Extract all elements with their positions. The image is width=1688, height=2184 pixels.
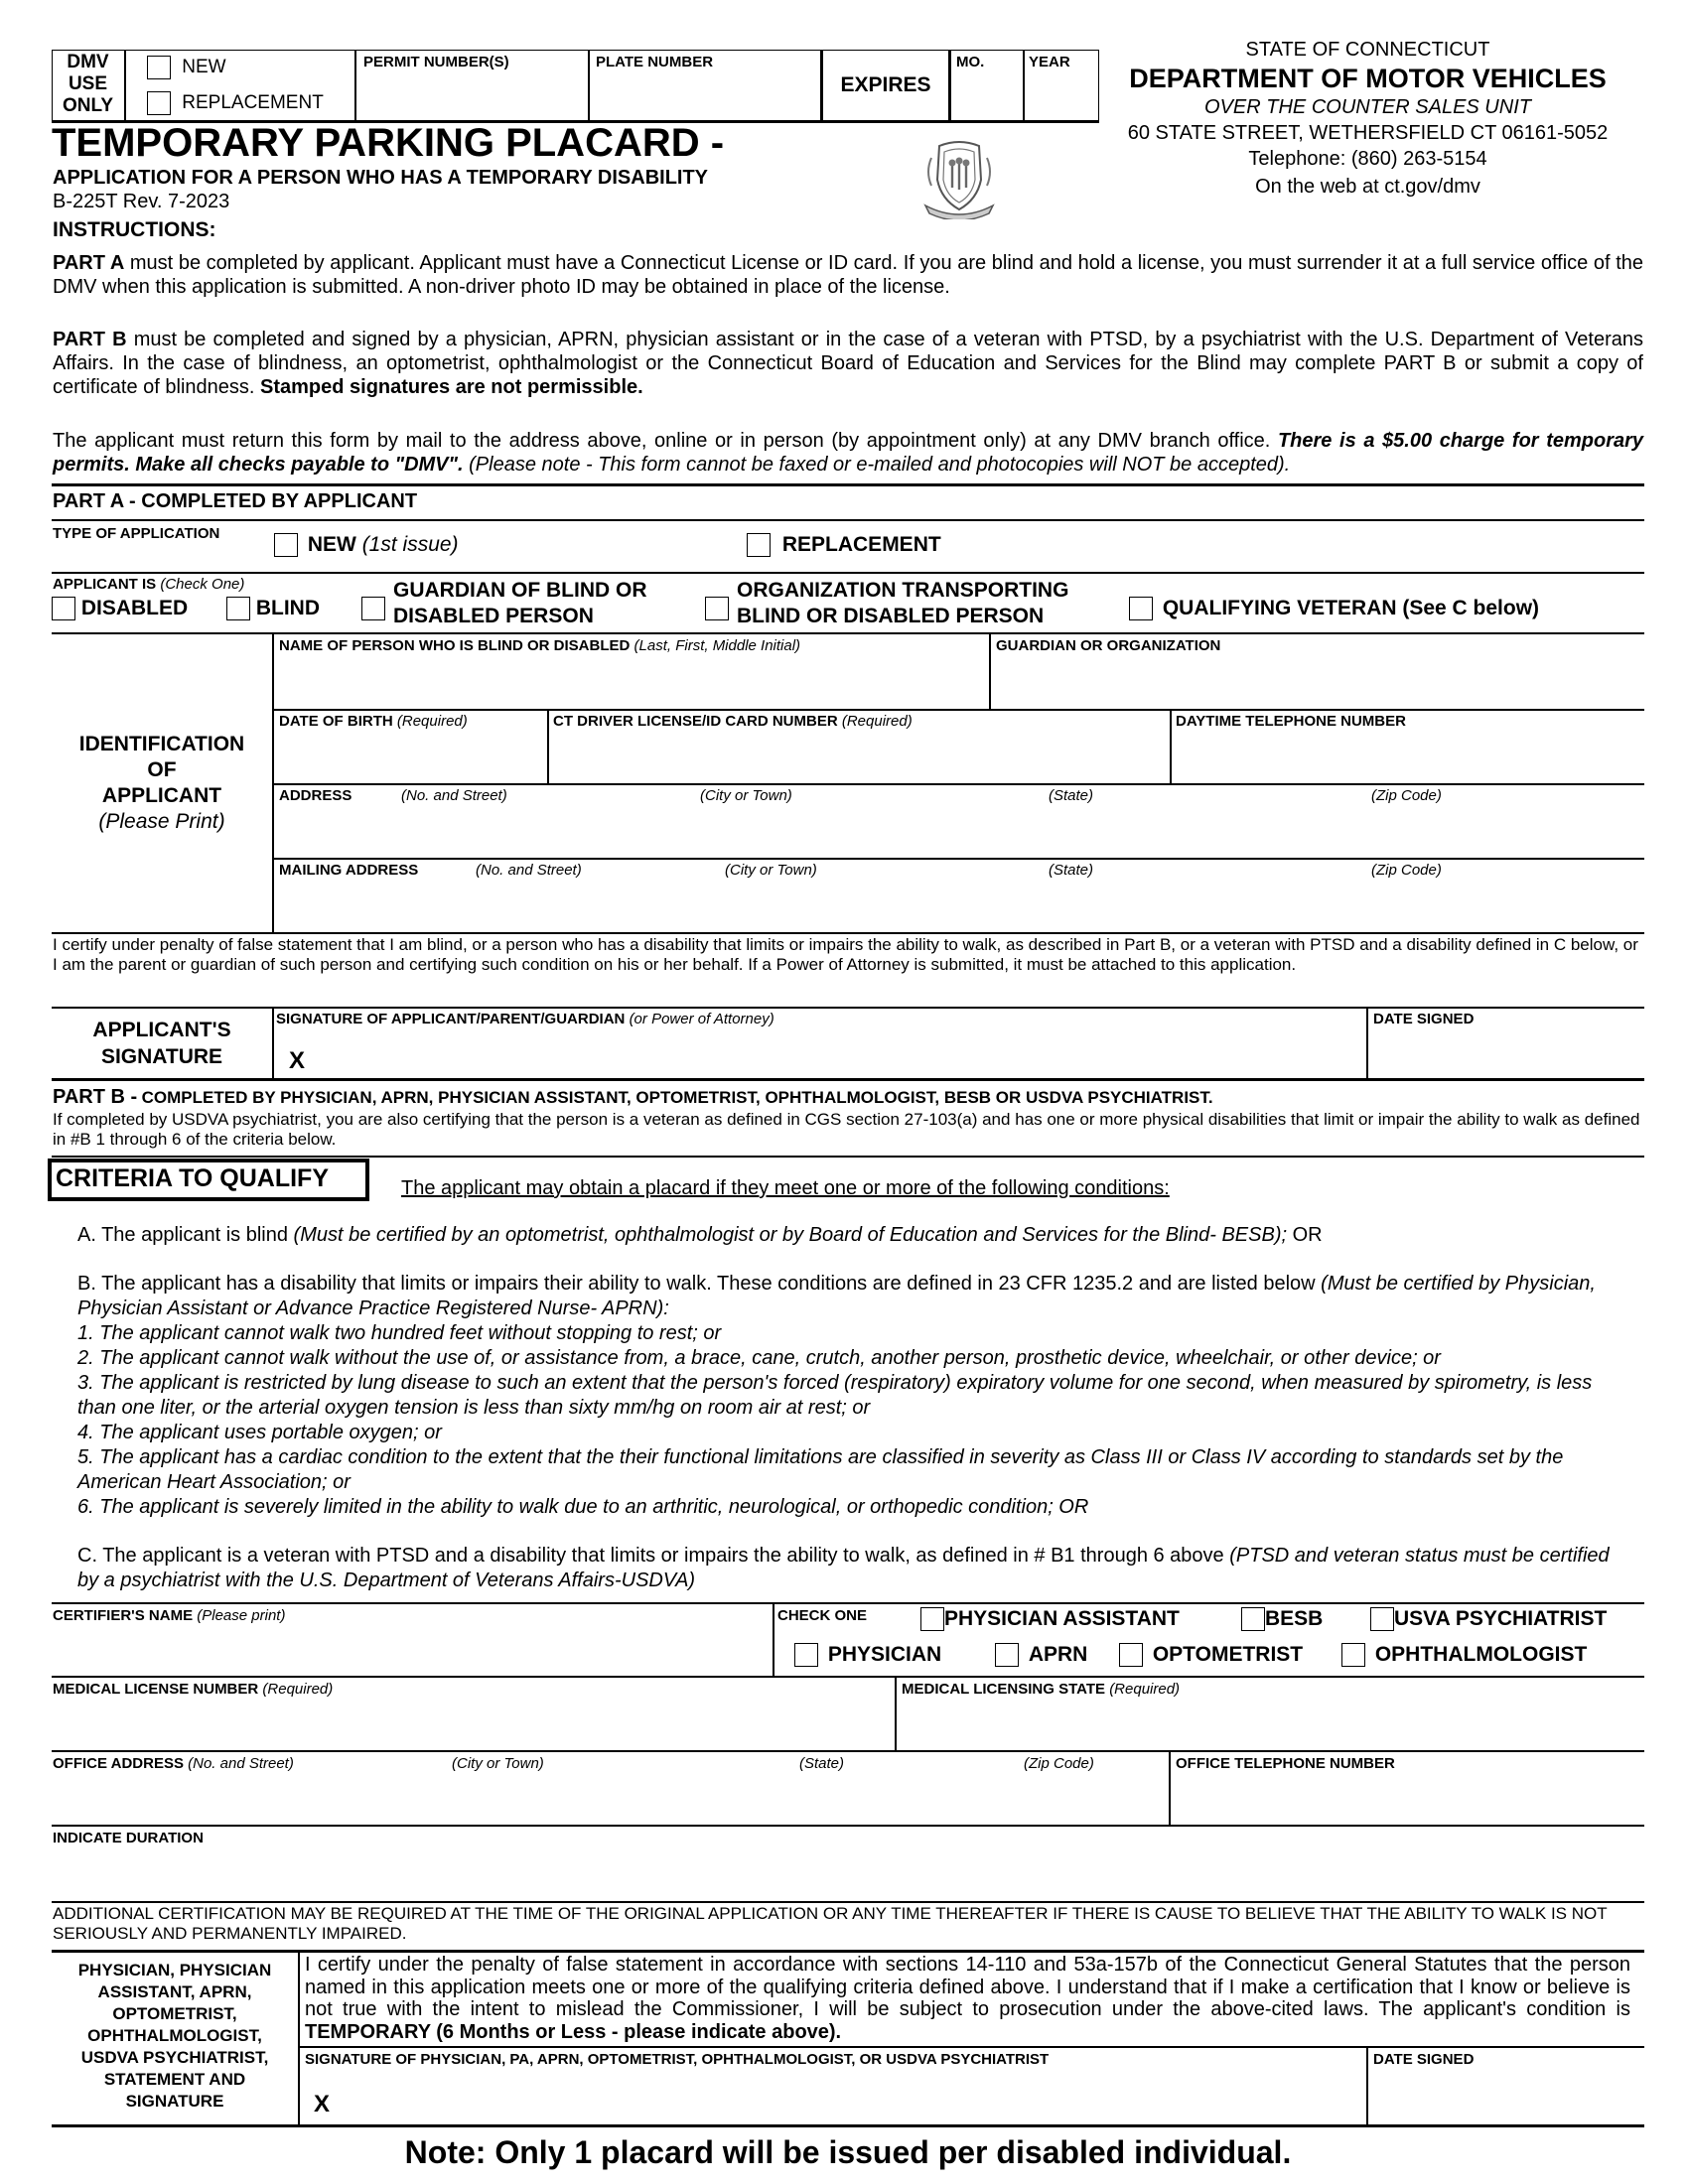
guardian-checkbox[interactable] [361,597,385,620]
address-field[interactable] [276,809,1643,856]
part-b-heading: PART B - COMPLETED BY PHYSICIAN, APRN, PHYSICIAN ASSISTANT, OPTOMETRIST, OPHTHALMOLOGIST, BESB OR USDVA PSYCHIATRIST. [53,1086,1213,1108]
mailing-zip-hint: (Zip Code) [1371,862,1442,879]
certifier-date-signed-label: DATE SIGNED [1373,2051,1475,2068]
optometrist-label: OPTOMETRIST [1152,1643,1304,1666]
address-zip-hint: (Zip Code) [1371,787,1442,804]
dmv-street-address: 60 STATE STREET, WETHERSFIELD CT 06161-5052 [1127,122,1609,144]
guardian-organization-field[interactable] [993,659,1643,707]
medical-license-label: MEDICAL LICENSE NUMBER (Required) [53,1681,334,1698]
indicate-duration-label: INDICATE DURATION [53,1830,204,1846]
footer-note: Note: Only 1 placard will be issued per disabled individual. [404,2134,1292,2170]
criteria-b-items [77,1321,1626,1520]
license-number-label: CT DRIVER LICENSE/ID CARD NUMBER (Required) [553,713,913,730]
page-subtitle: APPLICATION FOR A PERSON WHO HAS A TEMPORARY DISABILITY [53,167,709,189]
replacement-application-label: REPLACEMENT [781,533,941,556]
dmv-telephone: Telephone: (860) 263-5154 [1248,148,1487,170]
criteria-b-item: 3. The applicant is restricted by lung disease to such an extent that the person's forced (respiratory) expiratory volume for one second, when measured by spirometry, is less than one liter, or the arterial oxygen tension is less than sixty mm/hg on room air at rest; or [77,1372,1593,1419]
mailing-state-hint: (State) [1049,862,1094,879]
medical-licensing-state-field[interactable] [899,1703,1643,1748]
additional-certification-text: ADDITIONAL CERTIFICATION MAY BE REQUIRED AT THE TIME OF THE ORIGINAL APPLICATION OR ANY TIME THEREAFTER IF THERE IS CAUSE TO BELIEVE THAT THE ABILITY TO WALK IS NOT SERIOUSLY AND PERMANENTLY IMPAIRED. [53,1904,1608,1943]
criteria-b: B. The applicant has a disability that limits or impairs their ability to walk. These conditions are defined in 23 CFR 1235.2 and are listed below (Must be certified by Physician, Physician Assistant or Advance Practice Registered Nurse- APRN): [77,1273,1596,1319]
blind-checkbox[interactable] [226,597,250,620]
dmv-address-block [1097,38,1638,202]
mailing-city-hint: (City or Town) [725,862,817,879]
aprn-checkbox[interactable] [995,1643,1019,1667]
criteria-c: C. The applicant is a veteran with PTSD and a disability that limits or impairs the ability to walk, as defined in # B1 through 6 above (PTSD and veteran status must be certified by a psychiatrist with the U.S. Department of Veterans Affairs-USDVA) [77,1545,1610,1591]
applicant-certification-text: I certify under penalty of false statement that I am blind, or a person who has a disability that limits or impairs the ability to walk, as described in Part B, or a veteran with PTSD and a disability defined in C below, or I am the parent or guardian of such person and certifying such condition on his or her behalf. If a Power of Attorney is submitted, it must be attached to this application. [53,935,1638,974]
usva-psychiatrist-label: USVA PSYCHIATRIST [1394,1607,1608,1630]
instructions-part-a: PART A must be completed by applicant. Applicant must have a Connecticut License or ID card. If you are blind and hold a license, you must surrender it at a full service office of the DMV when this application is submitted. A non-driver photo ID may be obtained in place of the license. [53,252,1643,298]
criteria-b-item: 5. The applicant has a cardiac condition to the extent that the their functional limitations are classified in severity as Class III or Class IV according to standards set by the American Heart Association; or [77,1446,1564,1493]
office-phone-field[interactable] [1173,1777,1643,1823]
medical-license-field[interactable] [54,1703,892,1748]
ophthalmologist-checkbox[interactable] [1341,1643,1365,1667]
applicant-name-field[interactable] [276,659,986,707]
applicant-date-signed-label: DATE SIGNED [1373,1011,1475,1027]
address-city-hint: (City or Town) [700,787,792,804]
criteria-b-item: 1. The applicant cannot walk two hundred feet without stopping to rest; or [77,1322,722,1344]
certifier-name-label: CERTIFIER'S NAME (Please print) [53,1607,286,1624]
besb-label: BESB [1265,1607,1324,1630]
form-number: B-225T Rev. 7-2023 [53,191,230,212]
office-address-field[interactable] [54,1777,1166,1823]
certifier-signature-field[interactable] [343,2073,1363,2122]
instructions-return: The applicant must return this form by mail to the address above, online or in person (by appointment only) at any DMV branch office. There is a $5.00 charge for temporary permits. Make all checks payable to "DMV". (Please note - This form cannot be faxed or e-mailed and photocopies will NOT be accepted). [53,430,1644,476]
certifier-date-signed-field[interactable] [1370,2073,1643,2122]
address-street-hint: (No. and Street) [401,787,507,804]
office-address-label: OFFICE ADDRESS (No. and Street) [53,1755,294,1772]
address-state-hint: (State) [1049,787,1094,804]
expires-label: EXPIRES [840,73,931,96]
applicant-signature-caption: SIGNATURE OF APPLICANT/PARENT/GUARDIAN (or Power of Attorney) [276,1011,774,1027]
aprn-label: APRN [1028,1643,1088,1666]
applicant-is-label: APPLICANT IS (Check One) [53,576,245,593]
medical-licensing-state-label: MEDICAL LICENSING STATE (Required) [902,1681,1181,1698]
dmv-new-label: NEW [182,57,226,78]
certifier-statement-text: I certify under the penalty of false statement in accordance with sections 14-110 and 53a-157b of the Connecticut General Statutes that the person named in this application meets one or more of the qualifying criteria defined above. I understand that if I make a certification that I know or believe is not true with the intent to mislead the Commissioner, I will be subject to prosecution under the above-cited laws. The applicant's condition is TEMPORARY (6 Months or Less - please indicate above). [305,1954,1630,2043]
criteria-b-item: 2. The applicant cannot walk without the use of, or assistance from, a brace, cane, crutch, another person, prosthetic device, wheelchair, or other device; or [77,1347,1441,1369]
office-zip-hint: (Zip Code) [1024,1755,1094,1772]
identification-of-applicant-label: IDENTIFICATION OF APPLICANT (Please Print) [78,733,245,833]
optometrist-checkbox[interactable] [1119,1643,1143,1667]
instructions-part-b: PART B must be completed and signed by a physician, APRN, physician assistant or in the case of a veteran with PTSD, by a psychiatrist with the U.S. Department of Veterans Affairs. In the case of blindness, an optometrist, ophthalmologist or the Connecticut Board of Education and Services for the Blind may complete PART B or submit a copy of certificate of blindness. Stamped signatures are not permissible. [53,329,1644,398]
state-seal [917,136,1001,219]
applicant-signature-x: X [289,1047,306,1074]
criteria-intro: The applicant may obtain a placard if they meet one or more of the following conditions: [401,1177,1170,1199]
dmv-replacement-label: REPLACEMENT [182,92,324,114]
page-title: TEMPORARY PARKING PLACARD - [52,121,725,165]
blind-label: BLIND [255,597,321,619]
date-of-birth-label: DATE OF BIRTH (Required) [279,713,468,730]
certifier-name-field[interactable] [54,1629,770,1675]
disabled-checkbox[interactable] [52,597,75,620]
dmv-use-only-label: DMV USE ONLY [62,52,114,116]
qualifying-veteran-checkbox[interactable] [1129,597,1153,620]
month-field[interactable] [953,73,1021,118]
organization-checkbox[interactable] [705,597,729,620]
usva-psychiatrist-checkbox[interactable] [1370,1607,1394,1631]
applicant-signature-field[interactable] [316,1032,1363,1076]
besb-checkbox[interactable] [1241,1607,1265,1631]
criteria-b-item: 4. The applicant uses portable oxygen; or [77,1422,442,1443]
disabled-label: DISABLED [80,597,189,619]
qualifying-veteran-label: QUALIFYING VETERAN (See C below) [1162,597,1540,619]
replacement-application-checkbox[interactable] [747,533,771,557]
criteria-to-qualify-box: CRITERIA TO QUALIFY [48,1159,369,1201]
new-application-checkbox[interactable] [274,533,298,557]
dmv-new-checkbox[interactable] [147,56,171,79]
office-city-hint: (City or Town) [452,1755,544,1772]
instructions-heading: INSTRUCTIONS: [53,218,216,241]
mailing-address-label: MAILING ADDRESS [279,862,419,879]
state-seal-icon [917,136,1001,219]
address-label: ADDRESS [279,787,352,804]
physician-label: PHYSICIAN [827,1643,942,1666]
applicant-date-signed-field[interactable] [1370,1032,1643,1076]
unit-name: OVER THE COUNTER SALES UNIT [1204,96,1531,118]
certifier-statement-label: PHYSICIAN, PHYSICIAN ASSISTANT, APRN, OPTOMETRIST, OPHTHALMOLOGIST, USDVA PSYCHIATRIST, STATEMENT AND SIGNATURE [77,1961,272,2111]
permit-numbers-label: PERMIT NUMBER(S) [363,54,509,70]
physician-checkbox[interactable] [794,1643,818,1667]
criteria-b-item: 6. The applicant is severely limited in the ability to walk due to an arthritic, neurological, or orthopedic condition; OR [77,1496,1089,1518]
organization-label: ORGANIZATION TRANSPORTING BLIND OR DISABLED PERSON [737,579,1069,627]
year-field[interactable] [1026,73,1097,118]
type-of-application-label: TYPE OF APPLICATION [53,525,220,542]
state-name: STATE OF CONNECTICUT [1245,39,1490,61]
month-label: MO. [956,54,985,70]
guardian-organization-label: GUARDIAN OR ORGANIZATION [996,637,1221,654]
part-a-heading: PART A - COMPLETED BY APPLICANT [53,490,418,512]
department-name: DEPARTMENT OF MOTOR VEHICLES [1129,64,1607,93]
dmv-website: On the web at ct.gov/dmv [1255,176,1480,198]
guardian-label: GUARDIAN OF BLIND OR DISABLED PERSON [393,579,647,627]
plate-number-label: PLATE NUMBER [596,54,714,70]
criteria-a: A. The applicant is blind (Must be certified by an optometrist, ophthalmologist or by Board of Education and Services for the Blind- BESB); OR [77,1224,1323,1246]
new-application-note: (1st issue) [361,533,459,556]
new-application-label: NEW [307,533,356,556]
office-state-hint: (State) [799,1755,845,1772]
license-number-field[interactable] [551,735,1167,781]
year-label: YEAR [1029,54,1070,70]
certifier-signature-x: X [314,2091,331,2117]
plate-number-field[interactable] [591,73,818,118]
mailing-street-hint: (No. and Street) [476,862,582,879]
mailing-address-field[interactable] [276,884,1643,930]
daytime-phone-field[interactable] [1174,735,1643,781]
permit-number-field[interactable] [357,73,586,118]
applicant-name-label: NAME OF PERSON WHO IS BLIND OR DISABLED (Last, First, Middle Initial) [279,637,801,654]
indicate-duration-field[interactable] [54,1851,1642,1899]
ophthalmologist-label: OPHTHALMOLOGIST [1374,1643,1588,1666]
applicants-signature-label: APPLICANT'S SIGNATURE [92,1019,231,1068]
office-phone-label: OFFICE TELEPHONE NUMBER [1176,1755,1395,1772]
physician-assistant-checkbox[interactable] [920,1607,944,1631]
certifier-signature-caption: SIGNATURE OF PHYSICIAN, PA, APRN, OPTOMETRIST, OPHTHALMOLOGIST, OR USDVA PSYCHIATRIST [305,2051,1050,2068]
daytime-phone-label: DAYTIME TELEPHONE NUMBER [1176,713,1406,730]
date-of-birth-field[interactable] [276,735,545,781]
check-one-label: CHECK ONE [777,1607,868,1624]
dmv-replacement-checkbox[interactable] [147,91,171,115]
usdva-certification-text: If completed by USDVA psychiatrist, you are also certifying that the person is a veteran as defined in CGS section 27-103(a) and has one or more physical disabilities that limit or impair the ability to walk as defined in #B 1 through 6 of the criteria below. [53,1110,1640,1149]
physician-assistant-label: PHYSICIAN ASSISTANT [944,1607,1180,1630]
